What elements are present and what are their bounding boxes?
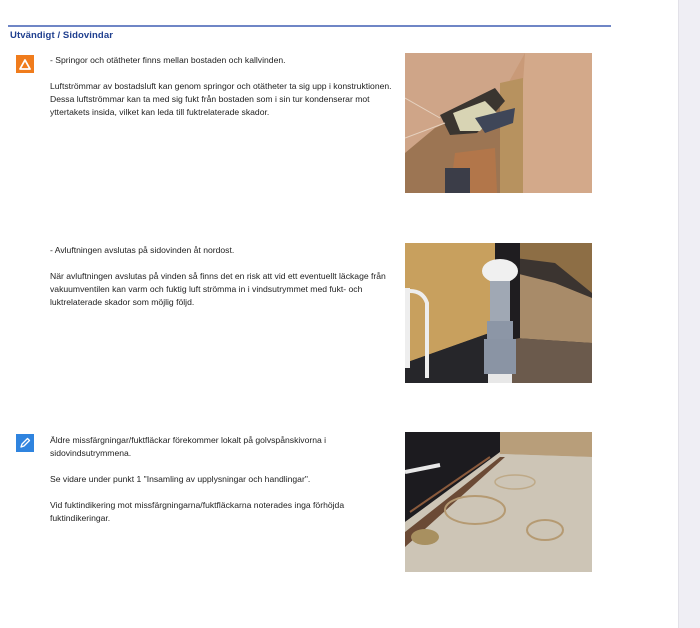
finding-3-heading: Äldre missfärgningar/fuktfläckar förekommer lokalt på golvspånskivorna i sidovindsutrymmena. bbox=[50, 435, 327, 458]
finding-3-paragraph-1: Se vidare under punkt 1 "Insamling av upplysningar och handlingar". bbox=[50, 474, 311, 484]
vent-pipe-vacuum-valve-photo bbox=[405, 243, 592, 383]
attic-gap-insulation-photo bbox=[405, 53, 592, 193]
finding-1-heading: - Springor och otätheter finns mellan bostaden och kallvinden. bbox=[50, 55, 286, 65]
pencil-note-icon bbox=[16, 434, 34, 452]
finding-1-text bbox=[50, 54, 395, 132]
finding-2-text bbox=[50, 244, 395, 322]
stained-chipboard-floor-photo bbox=[405, 432, 592, 572]
section-title: Utvändigt / Sidovindar bbox=[10, 30, 114, 41]
finding-2-paragraph: När avluftningen avslutas på vinden så finns det en risk att vid ett eventuellt läckage från vakuumventilen kan varm och fuktig luft strömma in i vindsutrymmet med fukt- och luktrelaterade skador som möjlig följd. bbox=[50, 271, 386, 307]
finding-3-paragraph-2: Vid fuktindikering mot missfärgningarna/fuktfläckarna noterades inga förhöjda fuktindikeringar. bbox=[50, 500, 345, 523]
finding-1-paragraph: Luftströmmar av bostadsluft kan genom springor och otätheter ta sig upp i konstruktionen. Dessa luftströmmar kan ta med sig fukt från bostaden som i sin tur kondenserar mot yttertakets insida, vilket kan leda till fuktrelaterade skador. bbox=[50, 81, 392, 117]
header-rule bbox=[8, 25, 611, 27]
viewer-side-gutter bbox=[678, 0, 700, 628]
finding-2-heading: - Avluftningen avslutas på sidovinden åt nordost. bbox=[50, 245, 235, 255]
finding-3-text bbox=[50, 434, 395, 538]
warning-icon bbox=[16, 55, 34, 73]
